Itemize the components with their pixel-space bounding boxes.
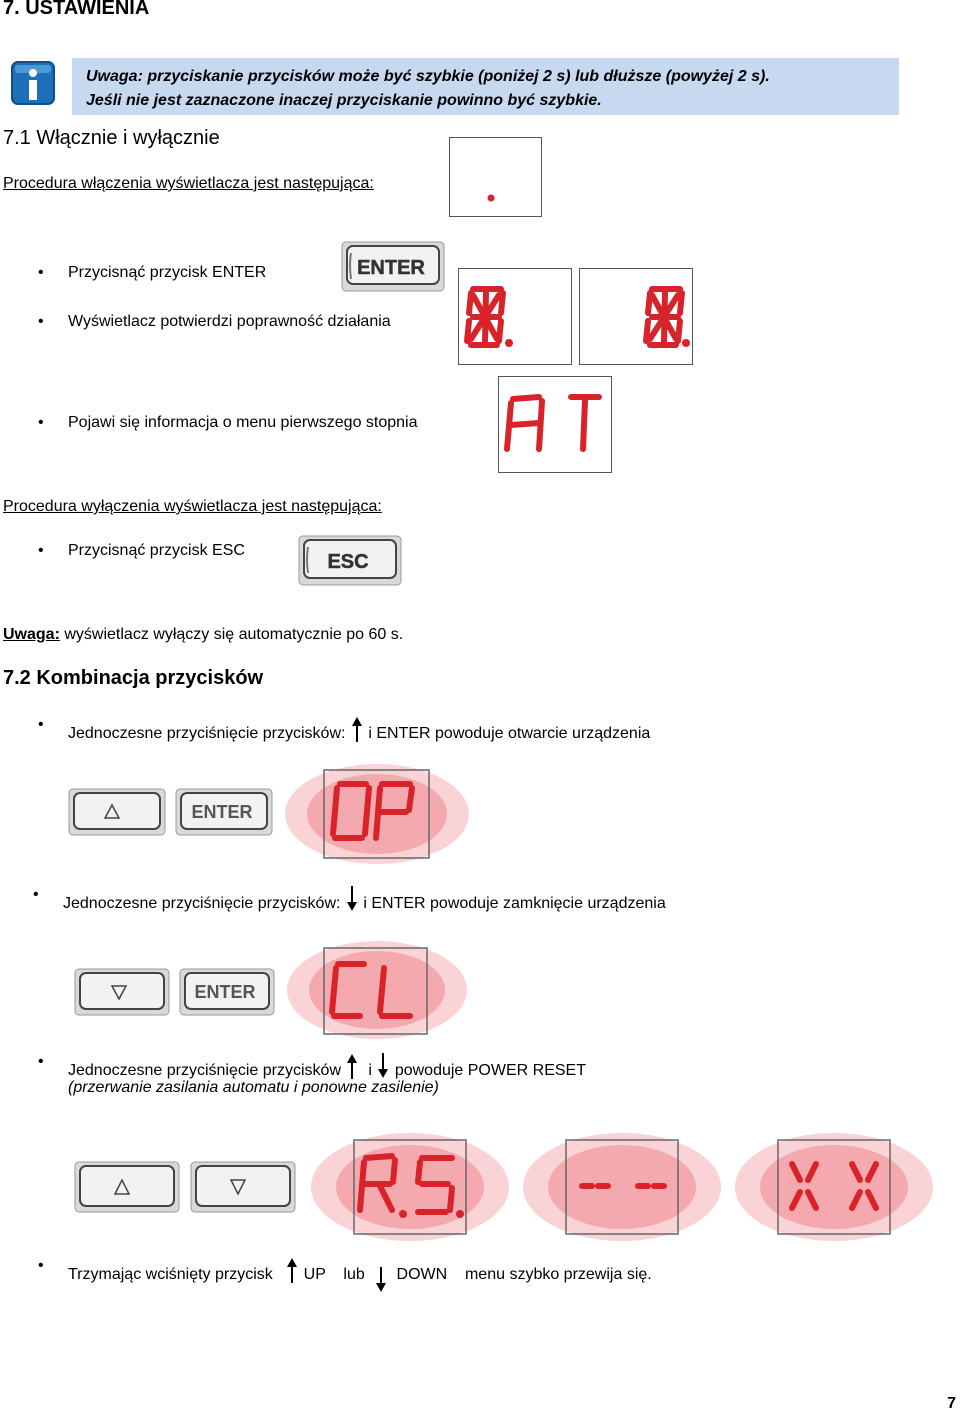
display-menu-at-text: AT (499, 377, 501, 378)
arrow-down-icon (345, 886, 359, 912)
warning-text: wyświetlacz wyłączy się automatycznie po 60 s. (59, 626, 404, 643)
display-reset-dashes (522, 1132, 722, 1242)
enter-key-2[interactable] (175, 788, 273, 836)
scroll-text-a: Trzymając wciśnięty przycisk (68, 1266, 273, 1283)
display-test-2 (579, 268, 693, 365)
info-icon (10, 60, 56, 106)
display-test-1 (458, 268, 572, 365)
off-procedure-intro: Procedura wyłączenia wyświetlacza jest następująca: (3, 498, 382, 515)
bullet-display-confirms: • Wyświetlacz potwierdzi poprawność działania (68, 313, 391, 331)
warning-label: Uwaga: (3, 626, 60, 643)
bullet-close-combo (63, 886, 666, 913)
bullet-open-combo (68, 716, 650, 743)
bullet-scroll (68, 1257, 652, 1293)
display-close-cl (286, 940, 468, 1040)
on-procedure-intro: Procedura włączenia wyświetlacza jest następująca: (3, 175, 374, 192)
arrow-down-icon (374, 1267, 388, 1293)
auto-off-warning (3, 626, 403, 644)
esc-key[interactable] (298, 535, 402, 586)
section-title: 7. USTAWIENIA (3, 0, 150, 19)
open-combo-text-b: i ENTER powoduje otwarcie urządzenia (368, 725, 651, 742)
display-reset-rs (310, 1132, 510, 1242)
close-combo-text-a: Jednoczesne przyciśnięcie przycisków: (63, 895, 341, 912)
reset-combo-text-a: Jednoczesne przyciśnięcie przycisków (68, 1062, 341, 1079)
page-number: 7 (947, 1395, 956, 1412)
up-key-2[interactable] (74, 1161, 180, 1213)
enter-key[interactable] (341, 241, 445, 292)
scroll-down-label: DOWN (396, 1266, 448, 1283)
subsection-title-7-1: 7.1 Włącznie i wyłącznie (3, 127, 220, 149)
arrow-up-icon (345, 1053, 359, 1079)
reset-combo-note: (przerwanie zasilania automatu i ponowne zasilenie) (68, 1079, 439, 1096)
enter-key-3-label: ENTER (194, 982, 256, 1002)
arrow-down-icon (376, 1053, 390, 1079)
up-key[interactable] (68, 788, 166, 836)
display-open-text: OP (284, 762, 286, 763)
display-close-text: CL (286, 940, 288, 941)
arrow-up-icon (285, 1257, 299, 1283)
reset-combo-and: i (368, 1062, 372, 1079)
display-menu-at (498, 376, 612, 473)
reset-combo-text-b: powoduje POWER RESET (394, 1062, 586, 1079)
display-open-op (284, 762, 470, 866)
down-key[interactable] (74, 968, 170, 1016)
open-combo-text-a: Jednoczesne przyciśnięcie przycisków: (68, 725, 346, 742)
bullet-reset-combo (68, 1053, 586, 1080)
scroll-up-label: UP (303, 1266, 326, 1283)
display-reset-text: R.S. (310, 1132, 312, 1133)
display-dot (449, 137, 542, 217)
display-reset-xx (734, 1132, 934, 1242)
subsection-title-7-2: 7.2 Kombinacja przycisków (3, 667, 264, 689)
bullet-menu-info: • Pojawi się informacja o menu pierwszego stopnia (68, 414, 418, 432)
esc-key-label: ESC (327, 551, 369, 573)
scroll-or: lub (343, 1266, 365, 1283)
note-box (72, 58, 899, 115)
close-combo-text-b: i ENTER powoduje zamknięcie urządzenia (363, 895, 666, 912)
note-line-1: Uwaga: przyciskanie przycisków może być szybkie (poniżej 2 s) lub dłuższe (powyżej 2 s). (86, 68, 770, 85)
bullet-press-enter: • Przycisnąć przycisk ENTER (68, 264, 266, 282)
enter-key-label: ENTER (357, 257, 425, 279)
bullet-press-esc: • Przycisnąć przycisk ESC (68, 542, 245, 560)
arrow-up-icon (350, 716, 364, 742)
scroll-text-b: menu szybko przewija się. (464, 1266, 652, 1283)
down-key-2[interactable] (190, 1161, 296, 1213)
display-xx-text: X X (734, 1132, 736, 1133)
display-dashes-text: -- -- (522, 1132, 524, 1133)
enter-key-2-label: ENTER (191, 802, 253, 822)
enter-key-3[interactable] (179, 968, 275, 1016)
note-line-2: Jeśli nie jest zaznaczone inaczej przyciskanie powinno być szybkie. (86, 92, 602, 109)
